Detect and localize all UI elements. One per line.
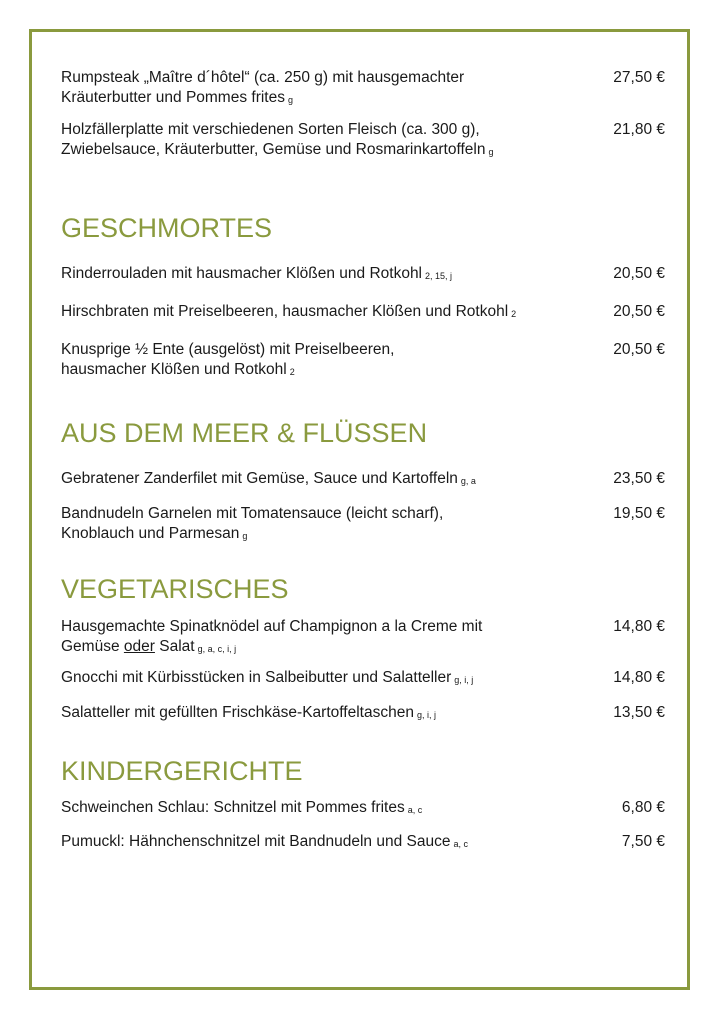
allergen-codes: g, a (460, 476, 476, 486)
item-price: 21,80 € (613, 121, 665, 138)
section-heading-meer: AUS DEM MEER & FLÜSSEN (61, 418, 428, 448)
menu-item-gnocchi (61, 668, 665, 690)
menu-item-rinderrouladen (61, 264, 665, 286)
item-price: 14,80 € (613, 618, 665, 635)
menu-item-spinatknoedel (61, 617, 665, 659)
item-price: 20,50 € (613, 265, 665, 282)
item-name: Holzfällerplatte mit verschiedenen Sorten Fleisch (ca. 300 g), Zwiebelsauce, Kräuterbutter, Gemüse und Rosmarinkartoffeln g (61, 121, 494, 158)
item-price: 14,80 € (613, 669, 665, 686)
menu-item-holzfaellerplatte (61, 120, 665, 162)
item-name: Hirschbraten mit Preiselbeeren, hausmacher Klößen und Rotkohl 2 (61, 303, 517, 320)
item-name: Bandnudeln Garnelen mit Tomatensauce (leicht scharf), Knoblauch und Parmesan g (61, 505, 444, 542)
item-price: 27,50 € (613, 69, 665, 86)
section-heading-kindergerichte: KINDERGERICHTE (61, 756, 303, 786)
item-price: 13,50 € (613, 704, 665, 721)
item-price: 23,50 € (613, 470, 665, 487)
item-name: Gebratener Zanderfilet mit Gemüse, Sauce und Kartoffeln g, a (61, 470, 476, 487)
menu-item-hirschbraten (61, 302, 665, 324)
allergen-codes: g (488, 147, 494, 157)
item-name: Gnocchi mit Kürbisstücken in Salbeibutter und Salatteller g, i, j (61, 669, 474, 686)
allergen-codes: a, c (453, 839, 468, 849)
menu-item-zanderfilet (61, 469, 665, 491)
section-heading-geschmortes: GESCHMORTES (61, 213, 273, 243)
allergen-codes: 2, 15, j (425, 271, 453, 281)
item-name: Rumpsteak „Maître d´hôtel“ (ca. 250 g) mit hausgemachter Kräuterbutter und Pommes frites g (61, 69, 465, 106)
item-price: 6,80 € (621, 799, 665, 816)
allergen-codes: g (242, 531, 248, 541)
item-name: Hausgemachte Spinatknödel auf Champignon a la Creme mit Gemüse oder Salat g, a, c, i, j (61, 618, 483, 655)
allergen-codes: g, i, j (454, 675, 474, 685)
allergen-codes: g, a, c, i, j (197, 644, 237, 654)
item-price: 19,50 € (613, 505, 665, 522)
menu-item-bandnudeln-garnelen (61, 504, 665, 546)
menu-item-pumuckl (61, 832, 665, 854)
allergen-codes: 2 (511, 309, 517, 319)
menu-item-ente (61, 340, 665, 382)
item-name: Pumuckl: Hähnchenschnitzel mit Bandnudeln und Sauce a, c (61, 833, 468, 850)
item-name: Knusprige ½ Ente (ausgelöst) mit Preiselbeeren, hausmacher Klößen und Rotkohl 2 (61, 341, 395, 378)
item-price: 7,50 € (621, 833, 665, 850)
item-name: Schweinchen Schlau: Schnitzel mit Pommes frites a, c (61, 799, 423, 816)
menu-item-salatteller (61, 703, 665, 725)
allergen-codes: g, i, j (416, 710, 436, 720)
menu-item-rumpsteak (61, 68, 665, 110)
item-price: 20,50 € (613, 341, 665, 358)
allergen-codes: g (288, 95, 294, 105)
item-price: 20,50 € (613, 303, 665, 320)
item-name: Salatteller mit gefüllten Frischkäse-Kartoffeltaschen g, i, j (61, 704, 436, 721)
item-name: Rinderrouladen mit hausmacher Klößen und Rotkohl 2, 15, j (61, 265, 453, 282)
menu-item-schweinchen-schlau (61, 798, 665, 820)
allergen-codes: 2 (289, 367, 295, 377)
allergen-codes: a, c (407, 805, 423, 815)
section-heading-vegetarisches: VEGETARISCHES (61, 574, 289, 604)
